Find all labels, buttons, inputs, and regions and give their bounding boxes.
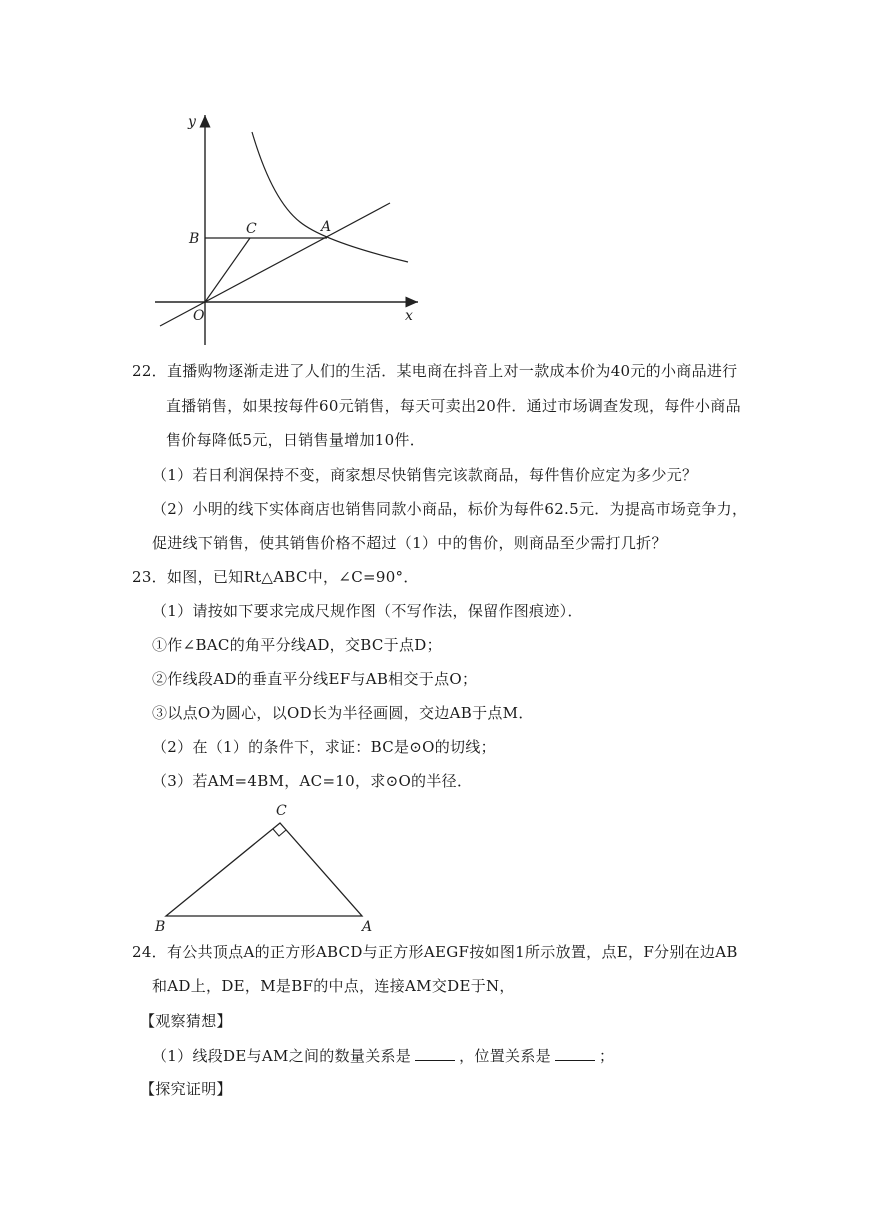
q22-line-1: 22．直播购物逐渐走进了人们的生活．某电商在抖音上对一款成本价为40元的小商品进行: [132, 362, 738, 380]
q24-line-1: 24．有公共顶点A的正方形ABCD与正方形AEGF按如图1所示放置，点E，F分别在边AB: [132, 943, 738, 961]
q24-sub-1-prefix: （1）线段DE与AM之间的数量关系是: [152, 1047, 412, 1065]
q22-line-3: 售价每降低5元，日销售量增加10件．: [166, 431, 426, 449]
segment-oc: [205, 238, 250, 302]
q23-line-1: 23．如图，已知Rt△ABC中，∠C=90°．: [132, 568, 419, 586]
q24-sub-1-mid: ，位置关系是: [459, 1047, 551, 1065]
triangle-abc: [166, 823, 362, 916]
q23-sub-3: （3）若AM=4BM，AC=10，求⊙O的半径．: [152, 772, 473, 790]
triangle-figure: [150, 798, 390, 938]
x-axis-label: x: [405, 308, 413, 324]
right-angle-mark: [273, 829, 286, 836]
answer-blank-quantity[interactable]: [415, 1045, 455, 1061]
hyperbola-curve: [252, 132, 408, 262]
y-axis-label: y: [188, 114, 196, 130]
q24-line-2: 和AD上，DE，M是BF的中点，连接AM交DE于N，: [152, 977, 515, 995]
coordinate-figure: [150, 108, 430, 348]
vertex-c-label: C: [276, 803, 287, 819]
q22-sub-2: （2）小明的线下实体商店也销售同款小商品，标价为每件62.5元．为提高市场竞争力，: [152, 500, 748, 518]
q24-heading-observe: 【观察猜想】: [140, 1012, 232, 1030]
vertex-b-label: B: [155, 919, 166, 935]
point-a-label: A: [321, 219, 332, 235]
q22-sub-2-cont: 促进线下销售，使其销售价格不超过（1）中的售价，则商品至少需打几折？: [152, 534, 667, 552]
q24-heading-prove: 【探究证明】: [140, 1080, 232, 1098]
q24-sub-1: [152, 1045, 614, 1066]
q23-sub-2: （2）在（1）的条件下，求证：BC是⊙O的切线；: [152, 738, 496, 756]
q23-sub-1: （1）请按如下要求完成尺规作图（不写作法，保留作图痕迹）．: [152, 602, 583, 620]
q23-step-1: ①作∠BAC的角平分线AD，交BC于点D；: [152, 636, 442, 654]
q23-step-3: ③以点O为圆心，以OD长为半径画圆，交边AB于点M．: [152, 704, 534, 722]
point-c-label: C: [246, 221, 257, 237]
q22-sub-1: （1）若日利润保持不变，商家想尽快销售完该款商品，每件售价应定为多少元？: [152, 466, 698, 484]
q23-step-2: ②作线段AD的垂直平分线EF与AB相交于点O；: [152, 670, 478, 688]
answer-blank-position[interactable]: [555, 1045, 595, 1061]
vertex-a-label: A: [362, 919, 373, 935]
origin-label: O: [193, 308, 205, 324]
q24-sub-1-end: ；: [598, 1047, 615, 1065]
q22-line-2: 直播销售，如果按每件60元销售，每天可卖出20件．通过市场调查发现，每件小商品: [166, 397, 741, 415]
point-b-label: B: [189, 231, 200, 247]
